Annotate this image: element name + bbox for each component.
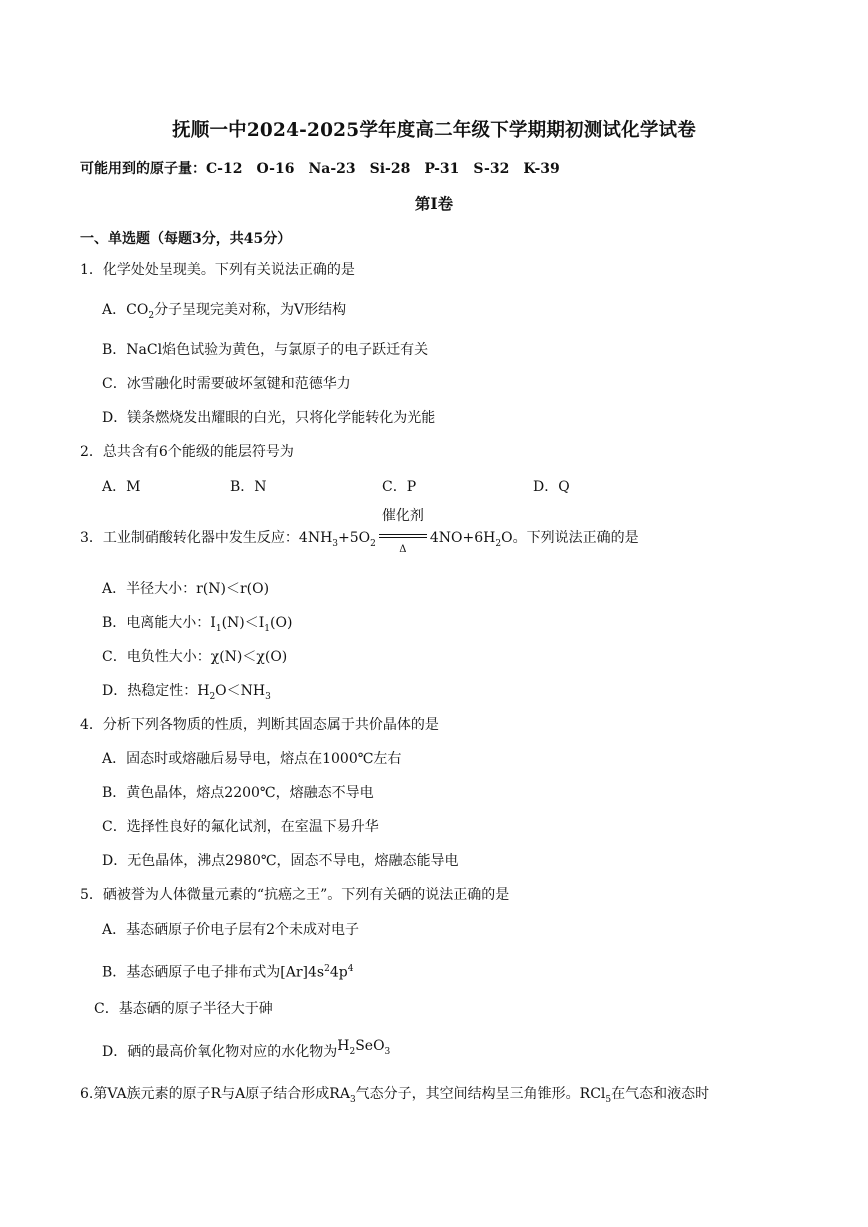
q5-b-sup1: 2 <box>324 964 330 974</box>
q3-stem <box>80 508 639 555</box>
q3-b-sub2: 1 <box>264 623 271 634</box>
q5-b-mid: 4p <box>329 964 348 981</box>
atomic-mass-o: O-16 <box>256 161 295 177</box>
q3-d-sub1: 2 <box>209 691 216 702</box>
q3-option-a: A．半径大小：r(N)＜r(O) <box>102 581 270 597</box>
q1-stem: 1．化学处处呈现美。下列有关说法正确的是 <box>80 262 355 278</box>
q5-d-h: H <box>337 1038 350 1054</box>
q6-post: 在气态和液态时 <box>611 1086 710 1102</box>
q3-d-pre: D．热稳定性：H <box>102 683 210 699</box>
q4-option-b: B．黄色晶体，熔点2200℃，熔融态不导电 <box>102 785 374 801</box>
q5-d-formula <box>337 1038 391 1057</box>
q1-a-formula: CO <box>126 302 149 318</box>
atomic-mass-k: K-39 <box>523 161 560 177</box>
q1-option-d: D．镁条燃烧发出耀眼的白光，只将化学能转化为光能 <box>102 410 436 426</box>
q2-option-b: B．N <box>230 479 267 495</box>
q3-option-b <box>102 613 292 639</box>
q4-stem: 4．分析下列各物质的性质，判断其固态属于共价晶体的是 <box>80 717 439 733</box>
q5-d-pre: D．硒的最高价氧化物对应的水化物为 <box>102 1044 338 1060</box>
q3-b-sub1: 1 <box>215 623 222 634</box>
q6-pre: 6.第VA族元素的原子R与A原子结合形成 <box>80 1086 330 1102</box>
q3-b-pre: B．电离能大小：I <box>102 615 216 631</box>
q3-reaction-arrow <box>379 508 427 555</box>
atomic-mass-si: Si-28 <box>369 161 411 177</box>
atomic-mass-p: P-31 <box>424 161 460 177</box>
atomic-mass-na: Na-23 <box>308 161 356 177</box>
exam-title: 抚顺一中2024-2025学年度高二年级下学期期初测试化学试卷 <box>172 120 696 141</box>
q3-heat: Δ <box>399 544 407 555</box>
q6-rcl-sub: 5 <box>605 1094 612 1105</box>
q3-d-sub2: 3 <box>265 691 271 702</box>
q6-mid: 气态分子，其空间结构呈三角锥形。 <box>355 1086 580 1102</box>
q1-option-b: B．NaCl焰色试验为黄色，与氯原子的电子跃迁有关 <box>102 342 429 358</box>
q3-stem-pre: 3．工业制硝酸转化器中发生反应：4NH <box>80 530 333 546</box>
q3-b-post: (O) <box>270 615 293 631</box>
q6-ra-sub: 3 <box>349 1094 356 1105</box>
q5-b-sup2: 4 <box>347 964 354 974</box>
q4-option-d: D．无色晶体，沸点2980℃，固态不导电，熔融态能导电 <box>102 853 459 869</box>
q1-a-prefix: A． <box>102 302 127 318</box>
section-heading: 一、单选题（每题3分，共45分） <box>80 231 292 247</box>
q1-a-text: 分子呈现完美对称，为V形结构 <box>154 302 347 318</box>
q2-option-c: C．P <box>382 479 417 495</box>
q4-option-c: C．选择性良好的氟化试剂，在室温下易升华 <box>102 819 379 835</box>
q1-option-a <box>102 300 346 326</box>
q5-d-sub1: 2 <box>349 1046 356 1057</box>
q3-option-c: C．电负性大小：χ(N)＜χ(O) <box>102 649 288 665</box>
q5-b-pre: B．基态硒原子电子排布式为[Ar]4s <box>102 964 325 981</box>
q3-option-d <box>102 681 271 707</box>
q5-d-seo: SeO <box>355 1038 385 1054</box>
atomic-mass-s: S-32 <box>473 161 510 177</box>
q5-d-sub2: 3 <box>384 1046 391 1057</box>
q2-stem: 2．总共含有6个能级的能层符号为 <box>80 444 294 460</box>
q3-sub3: 2 <box>495 538 502 549</box>
q5-stem: 5．硒被誉为人体微量元素的“抗癌之王”。下列有关硒的说法正确的是 <box>80 887 510 903</box>
q3-sub1: 3 <box>332 538 339 549</box>
q3-stem-mid: +5O <box>338 530 371 546</box>
q5-option-a: A．基态硒原子价电子层有2个未成对电子 <box>102 922 360 938</box>
q3-sub2: 2 <box>370 538 376 549</box>
q5-option-c: C．基态硒的原子半径大于砷 <box>94 1001 273 1017</box>
q5-option-b <box>102 959 353 983</box>
q3-d-mid: O＜NH <box>215 683 266 699</box>
q5-option-d <box>102 1038 391 1068</box>
q6-rcl: RCl <box>579 1086 606 1102</box>
q6-stem <box>80 1084 709 1110</box>
q6-ra: RA <box>329 1086 350 1102</box>
atomic-masses-label: 可能用到的原子量： <box>80 161 206 177</box>
q3-b-mid: (N)＜I <box>221 615 265 631</box>
q4-option-a: A．固态时或熔融后易导电，熔点在1000℃左右 <box>102 751 402 767</box>
atomic-mass-c: C-12 <box>206 161 243 177</box>
q2-option-d: D．Q <box>533 479 570 495</box>
q3-stem-product: 4NO+6H <box>429 530 496 546</box>
q3-catalyst: 催化剂 <box>381 508 424 524</box>
q1-option-c: C．冰雪融化时需要破坏氢键和范德华力 <box>102 376 351 392</box>
atomic-masses-line <box>80 158 574 178</box>
volume-heading: 第Ⅰ卷 <box>414 194 454 213</box>
q3-stem-post: O。下列说法正确的是 <box>501 530 639 546</box>
q2-option-a: A．M <box>102 479 141 495</box>
q1-a-sub: 2 <box>148 310 155 321</box>
